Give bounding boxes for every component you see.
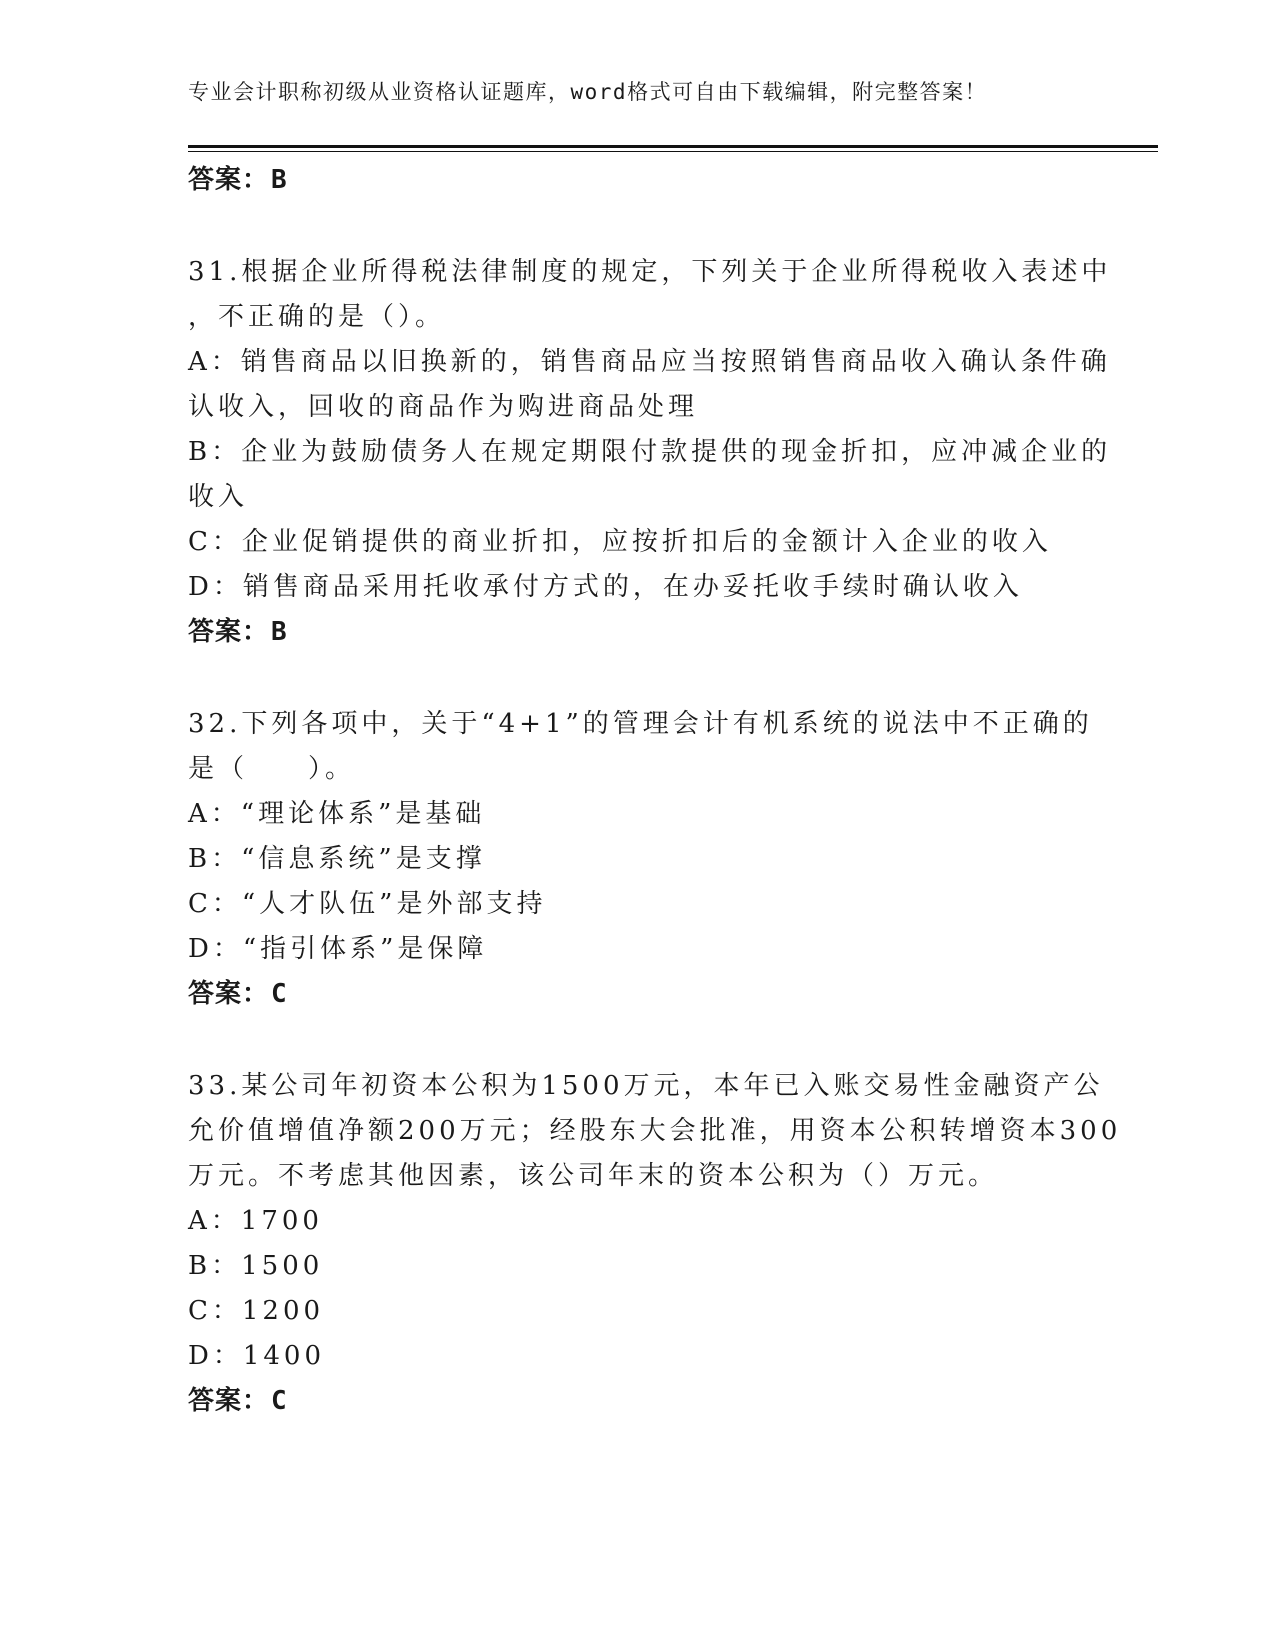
option-d: D：1400 [188, 1341, 326, 1371]
question-stem-line: 是（ ）。 [188, 754, 356, 784]
question-33 [188, 1064, 1122, 1423]
question-stem-line: 万元。不考虑其他因素，该公司年末的资本公积为（）万元。 [188, 1161, 999, 1191]
option-c: C：企业促销提供的商业折扣，应按折扣后的金额计入企业的收入 [188, 527, 1052, 557]
answer-label: 答案： [188, 165, 270, 195]
option-c: C：1200 [188, 1296, 325, 1326]
question-stem-line: 允价值增值净额200万元；经股东大会批准，用资本公积转增资本300 [188, 1116, 1122, 1146]
question-stem-line: 32.下列各项中，关于“4+1”的管理会计有机系统的说法中不正确的 [188, 709, 1093, 739]
question-stem-line: ，不正确的是（）。 [188, 302, 446, 332]
option-b: B：企业为鼓励债务人在规定期限付款提供的现金折扣，应冲减企业的 [188, 437, 1112, 467]
question-31 [188, 250, 1112, 654]
question-content [188, 158, 1122, 1423]
spacer [188, 654, 1088, 702]
question-stem-line: 33.某公司年初资本公积为1500万元，本年已入账交易性金融资产公 [188, 1071, 1104, 1101]
option-a: A：销售商品以旧换新的，销售商品应当按照销售商品收入确认条件确 [188, 347, 1111, 377]
header-rule-thin [188, 151, 1158, 152]
answer-label: 答案： [188, 1386, 270, 1416]
option-b: B：“信息系统”是支撑 [188, 844, 486, 874]
option-d: D：销售商品采用托收承付方式的，在办妥托收手续时确认收入 [188, 572, 1023, 602]
question-answer [188, 972, 1088, 1016]
option-a: A：1700 [188, 1206, 323, 1236]
document-header: 专业会计职称初级从业资格认证题库，word格式可自由下载编辑，附完整答案！ [188, 80, 988, 104]
option-d: D：“指引体系”是保障 [188, 934, 488, 964]
answer-label: 答案： [188, 617, 270, 647]
question-answer [188, 610, 1088, 654]
option-c: C：“人才队伍”是外部支持 [188, 889, 547, 919]
spacer [188, 1016, 1088, 1064]
spacer [188, 202, 1088, 250]
question-32 [188, 702, 1093, 1016]
option-b: B：1500 [188, 1251, 324, 1281]
question-stem-line: 31.根据企业所得税法律制度的规定，下列关于企业所得税收入表述中 [188, 257, 1112, 287]
option-a: A：“理论体系”是基础 [188, 799, 486, 829]
answer-value: C [271, 979, 288, 1009]
option-a-cont: 认收入，回收的商品作为购进商品处理 [188, 392, 699, 422]
answer-value: C [271, 1386, 288, 1416]
answer-value: B [271, 165, 288, 195]
answer-label: 答案： [188, 979, 270, 1009]
header-rule-thick [188, 145, 1158, 148]
option-b-cont: 收入 [188, 482, 249, 512]
question-answer [188, 1379, 1088, 1423]
answer-value: B [271, 617, 288, 647]
previous-answer [188, 158, 1088, 202]
